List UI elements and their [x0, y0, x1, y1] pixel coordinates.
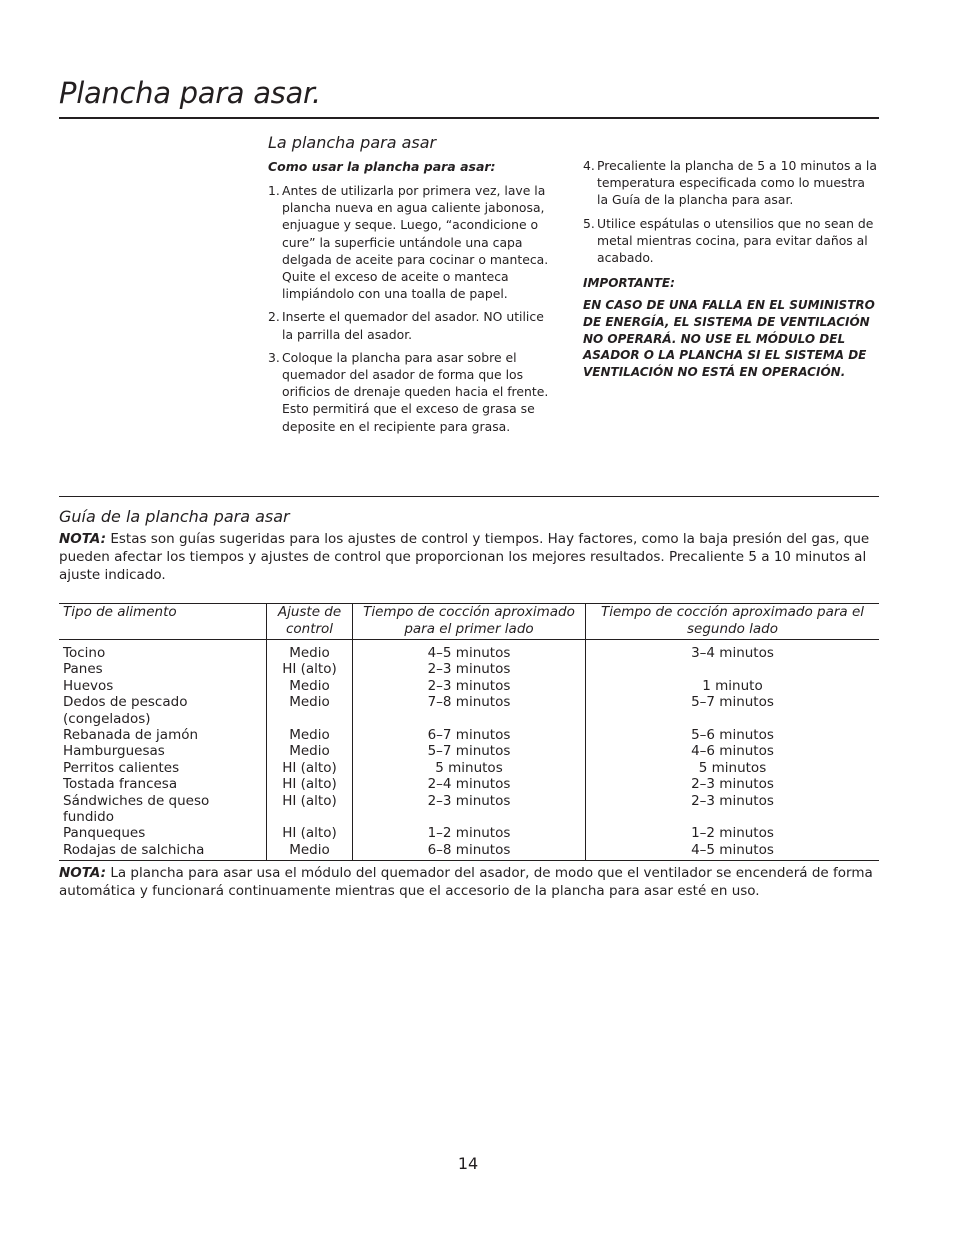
food-cell: Panqueques [63, 825, 146, 842]
note-text: Estas son guías sugeridas para los ajustes de control y tiempos. Hay factores, como la baja presión del gas, que pueden afectar los tiempos y ajustes de control que proporcionan los mejores resultados. Precaliente 5 a 10 minutos al ajuste indicado. [59, 531, 870, 583]
first-side-cell: 6–8 minutos [353, 842, 586, 861]
step-item [268, 308, 558, 342]
step-number: 4. [583, 158, 595, 173]
step-number: 5. [583, 215, 595, 231]
usage-steps-right [583, 157, 879, 266]
title-rule [59, 117, 879, 119]
setting-cell: Medio [267, 727, 353, 743]
food-cell: Huevos [63, 677, 114, 694]
table-body [59, 640, 879, 861]
second-side-cell: 1 minuto [586, 678, 880, 694]
food-cell: Panes [63, 661, 103, 678]
table-row [59, 694, 879, 727]
bottom-note-text: La plancha para asar usa el módulo del quemador del asador, de modo que el ventilador se encenderá de forma automática y funcionará continuamente mientras que el accesorio de la plancha para asar esté en uso. [59, 865, 873, 899]
food-cell: Sándwiches de queso fundido [63, 792, 210, 826]
step-text: Utilice espátulas o utensilios que no sean de metal mientras cocina, para evitar daños al acabado. [597, 215, 874, 266]
guide-note [59, 530, 879, 584]
setting-cell: HI (alto) [267, 776, 353, 792]
second-side-cell: 5–7 minutos [586, 694, 880, 727]
important-label: IMPORTANTE: [583, 276, 675, 291]
food-cell: Tocino [63, 645, 106, 661]
first-side-cell: 5 minutos [353, 760, 586, 776]
step-item [268, 182, 558, 302]
setting-cell: HI (alto) [267, 793, 353, 826]
first-side-cell: 4–5 minutos [353, 640, 586, 662]
step-item [583, 215, 879, 267]
second-side-cell: 1–2 minutos [586, 825, 880, 841]
table-row [59, 743, 879, 759]
second-side-cell: 5–6 minutos [586, 727, 880, 743]
page-title: Plancha para asar. [59, 76, 321, 110]
setting-cell: HI (alto) [267, 825, 353, 841]
setting-cell: Medio [267, 640, 353, 662]
second-side-cell: 4–5 minutos [586, 842, 880, 861]
first-side-cell: 5–7 minutos [353, 743, 586, 759]
table-row [59, 727, 879, 743]
page-number: 14 [457, 1154, 479, 1173]
table-row [59, 760, 879, 776]
second-side-cell: 2–3 minutos [586, 776, 880, 792]
food-cell: Perritos calientes [63, 759, 180, 776]
table-row [59, 678, 879, 694]
step-item [268, 349, 558, 435]
important-text: EN CASO DE UNA FALLA EN EL SUMINISTRO DE ENERGÍA, EL SISTEMA DE VENTILACIÓN NO OPERARÁ. NO USE EL MÓDULO DEL ASADOR O LA PLANCHA SI EL SISTEMA DE VENTILACIÓN NO ESTÁ EN OPERACIÓN. [583, 298, 875, 380]
table-row [59, 842, 879, 861]
step-item [583, 157, 879, 209]
table-header-row [59, 604, 879, 640]
setting-cell: Medio [267, 678, 353, 694]
food-cell: Tostada francesa [63, 776, 178, 793]
bottom-note-label: NOTA: [59, 865, 107, 881]
note-label: NOTA: [59, 531, 107, 547]
second-side-cell: 4–6 minutos [586, 743, 880, 759]
first-side-cell: 7–8 minutos [353, 694, 586, 727]
table-row [59, 640, 879, 662]
first-side-cell: 1–2 minutos [353, 825, 586, 841]
step-number: 3. [268, 349, 280, 365]
second-side-cell: 5 minutos [586, 760, 880, 776]
usage-steps-left [268, 182, 558, 435]
setting-cell: Medio [267, 743, 353, 759]
table-row [59, 825, 879, 841]
second-side-cell [586, 661, 880, 677]
first-side-cell: 2–4 minutos [353, 776, 586, 792]
section-divider [59, 496, 879, 497]
column-header-first-side: Tiempo de cocción aproximado para el primer lado [353, 604, 586, 640]
step-text: Antes de utilizarla por primera vez, lave la plancha nueva en agua caliente jabonosa, enjuague y seque. Luego, “acondicione o cure” la superficie untándole una capa delgada de aceite para cocinar o manteca. Quite el exceso de aceite o manteca limpiándolo con una toalla de papel. [282, 183, 549, 302]
food-cell: Rodajas de salchicha [59, 842, 267, 861]
second-side-cell: 3–4 minutos [586, 640, 880, 662]
setting-cell: HI (alto) [267, 760, 353, 776]
column-header-second-side: Tiempo de cocción aproximado para el segundo lado [586, 604, 880, 640]
table-row [59, 793, 879, 826]
first-side-cell: 2–3 minutos [353, 661, 586, 677]
step-text: Coloque la plancha para asar sobre el quemador del asador de forma que los orificios de drenaje queden hacia el frente. Esto permitirá que el exceso de grasa se deposite en el recipiente para grasa. [282, 349, 549, 434]
usage-heading: La plancha para asar [268, 133, 437, 152]
griddle-guide-table [59, 603, 879, 861]
food-cell: Rebanada de jamón [63, 727, 199, 744]
usage-subheading: Como usar la plancha para asar: [268, 159, 496, 174]
second-side-cell: 2–3 minutos [586, 793, 880, 826]
first-side-cell: 2–3 minutos [353, 793, 586, 826]
guide-heading: Guía de la plancha para asar [59, 507, 290, 526]
food-cell: Hamburguesas [63, 743, 165, 760]
column-header-setting: Ajuste de control [267, 604, 353, 640]
table-row [59, 776, 879, 792]
setting-cell: HI (alto) [267, 661, 353, 677]
step-number: 1. [268, 183, 280, 198]
usage-section [268, 133, 568, 441]
bottom-note [59, 864, 879, 900]
step-text: Inserte el quemador del asador. NO utilice la parrilla del asador. [282, 309, 544, 342]
step-text: Precaliente la plancha de 5 a 10 minutos a la temperatura especificada como lo muestra la Guía de la plancha para asar. [597, 158, 877, 208]
table-row [59, 661, 879, 677]
setting-cell: Medio [267, 842, 353, 861]
setting-cell: Medio [267, 694, 353, 727]
step-number: 2. [268, 309, 280, 325]
food-cell: Dedos de pescado (congelados) [63, 694, 188, 727]
column-header-food: Tipo de alimento [59, 604, 267, 640]
first-side-cell: 6–7 minutos [353, 727, 586, 743]
usage-section-right [583, 157, 879, 381]
first-side-cell: 2–3 minutos [353, 678, 586, 694]
